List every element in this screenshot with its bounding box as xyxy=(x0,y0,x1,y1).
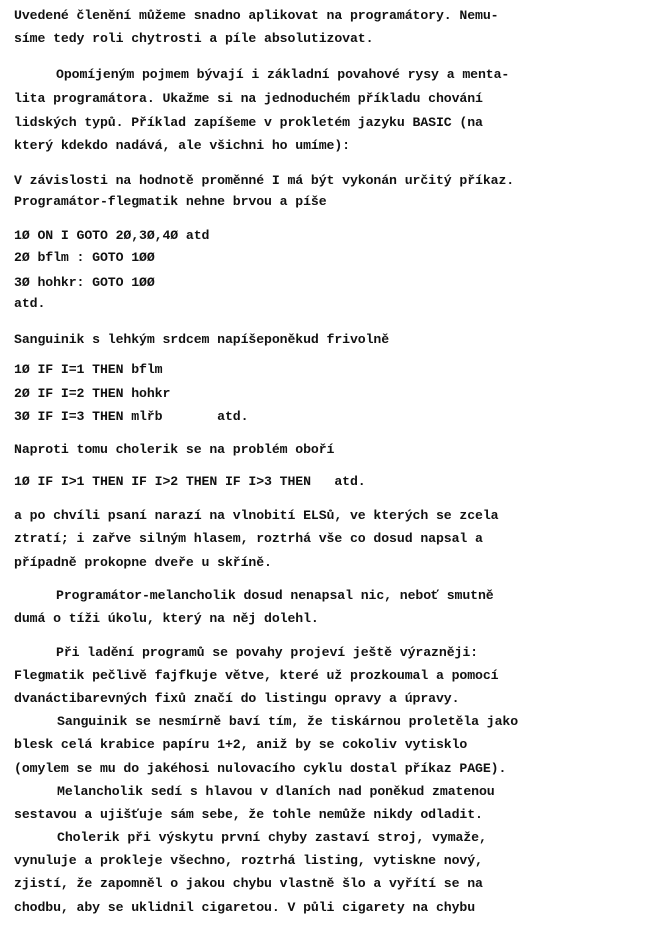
text-line: síme tedy roli chytrosti a píle absolutizovat. xyxy=(14,31,374,46)
text-line: Naproti tomu cholerik se na problém oboří xyxy=(14,442,335,457)
text-line: Cholerik při výskytu první chyby zastaví stroj, vymaže, xyxy=(57,830,487,845)
text-line: lita programátora. Ukažme si na jednoduchém příkladu chování xyxy=(14,91,483,106)
code-line: 1Ø ON I GOTO 2Ø,3Ø,4Ø atd xyxy=(14,228,210,243)
text-line: který kdekdo nadává, ale všichni ho umíme): xyxy=(14,138,350,153)
text-line: Uvedené členění můžeme snadno aplikovat na programátory. Nemu- xyxy=(14,8,499,23)
text-line: sestavou a ujišťuje sám sebe, že tohle nemůže nikdy odladit. xyxy=(14,807,483,822)
text-line: Opomíjeným pojmem bývají i základní povahové rysy a mentа- xyxy=(56,67,510,82)
code-line: 3Ø hohkr: GOTO 1ØØ xyxy=(14,275,155,290)
text-line: V závislosti na hodnotě proměnné I má být vykonán určitý příkaz. xyxy=(14,173,515,188)
text-line: a po chvíli psaní narazí na vlnobití ELSů, ve kterých se zcela xyxy=(14,508,499,523)
text-line: vynuluje a prokleje všechno, roztrhá listing, vytiskne nový, xyxy=(14,853,483,868)
code-line: 2Ø IF I=2 THEN hohkr xyxy=(14,386,171,401)
code-line: atd. xyxy=(14,296,46,311)
text-line: (omylem se mu do jakéhosi nulovacího cyklu dostal příkaz PAGE). xyxy=(14,761,507,776)
text-line: dumá o tíži úkolu, který na něj dolehl. xyxy=(14,611,319,626)
text-line: Flegmatik pečlivě fajfkuje větve, které už prozkoumal a pomocí xyxy=(14,668,499,683)
text-line: chodbu, aby se uklidnil cigaretou. V půli cigarety na chybu xyxy=(14,900,476,915)
text-line: Sanguinik s lehkým srdcem napíšeponěkud frivolně xyxy=(14,332,390,347)
text-line: Programátor-flegmatik nehne brvou a píše xyxy=(14,194,327,209)
code-line: 1Ø IF I>1 THEN IF I>2 THEN IF I>3 THEN atd. xyxy=(14,474,366,489)
code-line: 2Ø bflm : GOTO 1ØØ xyxy=(14,250,155,265)
text-line: případně prokopne dveře u skříně. xyxy=(14,555,272,570)
text-line: blesk celá krabice papíru 1+2, aniž by se cokoliv vytisklo xyxy=(14,737,468,752)
text-line: Programátor-melancholik dosud nenapsal nic, neboť smutně xyxy=(56,588,494,603)
text-line: Při ladění programů se povahy projeví ještě výrazněji: xyxy=(56,645,478,660)
text-line: Melancholik sedí s hlavou v dlaních nad poněkud zmatenou xyxy=(57,784,495,799)
text-line: ztratí; i zařve silným hlasem, roztrhá vše co dosud napsal a xyxy=(14,531,483,546)
text-line: lidských typů. Příklad zapíšeme v prokletém jazyku BASIC (na xyxy=(14,115,483,130)
code-line: 1Ø IF I=1 THEN bflm xyxy=(14,362,163,377)
text-line: dvanáctibarevných fixů značí do listingu opravy a úpravy. xyxy=(14,691,460,706)
text-line: zjistí, že zapomněl o jakou chybu vlastně šlo a vyřítí se na xyxy=(14,876,483,891)
code-line: 3Ø IF I=3 THEN mlřb atd. xyxy=(14,409,249,424)
text-line: Sanguinik se nesmírně baví tím, že tiskárnou proletěla jako xyxy=(57,714,519,729)
